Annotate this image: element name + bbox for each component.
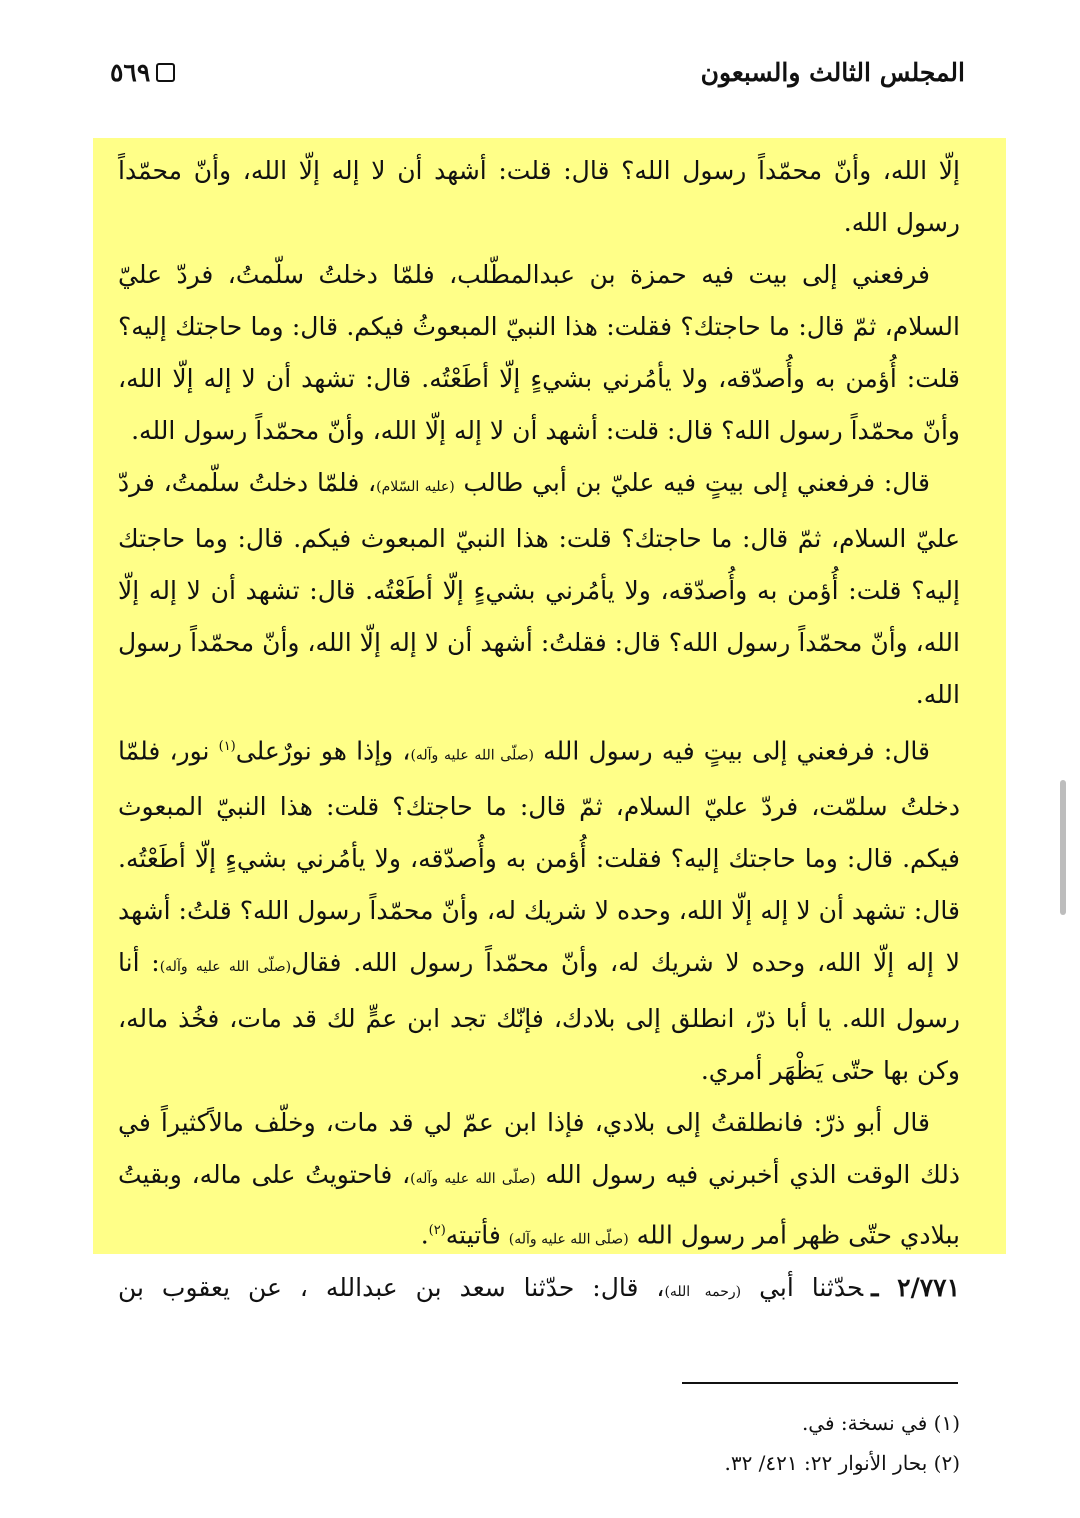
- footnotes: [400, 1403, 960, 1483]
- text-run: قال: فرفعني إلى بيتٍ فيه عليّ بن أبي طالب: [463, 468, 930, 497]
- text-run: نور، فلمّا دخلتُ سلمّت، فردّ عليّ السلام، ثمّ قال: ما حاجتك؟ قلت: هذا النبيّ المبعوث فيكم. قال: وما حاجتك إليه؟ فقلت: أُؤمن به وأُصدّقه، ولا يأمُرني بشيءٍ إلّا أطَعْتُه. قال: تشهد أن لا إله إلّا الله، وحده لا شريك له، وأنّ محمّداً رسول الله؟ قلتُ: أشهد لا إله إلّا الله، وحده لا شريك له، وأنّ محمّداً رسول الله. فقال: [118, 736, 961, 978]
- honorific: (صلّى الله عليه وآله): [159, 959, 292, 976]
- text-run: قال: فرفعني إلى بيتٍ فيه رسول الله: [543, 736, 930, 766]
- body-text: [118, 145, 960, 1266]
- footnote: (٢) بحار الأنوار ٢٢: ٤٢١/ ٣٢.: [724, 1451, 960, 1475]
- text-run: قال أبو ذرّ: فانطلقتُ إلى بلادي، فإذا ابن عمّ لي قد مات، وخلّف مالاًكثيراً في ذلك الوقت الذي أخبرني فيه رسول الله: [118, 1108, 960, 1190]
- text-run: ، وإذا هو نورٌعلى: [235, 736, 411, 766]
- footnote-ref: (٢): [428, 1223, 446, 1239]
- paragraph: [118, 1097, 960, 1265]
- entry-number: ٢/٧٧١ ـ: [871, 1273, 961, 1302]
- honorific: (صلّى الله عليه وآله): [410, 1171, 536, 1188]
- footnote: (١) في نسخة: في.: [801, 1411, 960, 1435]
- paragraph: [118, 721, 960, 1097]
- square-icon: [156, 63, 175, 82]
- page-number: [110, 58, 175, 87]
- text-run: ، فاحتويتُ على ماله، وبقيتُ ببلادي حتّى ظهر أمر رسول الله: [118, 1160, 960, 1250]
- page-number-text: ٥٦٩: [110, 57, 151, 87]
- text-run: : أنا رسول الله. يا أبا ذرّ، انطلق إلى بلادك، فإنّك تجد ابن عمٍّ لك قد مات، فخُذ ماله، وكن بها حتّى يَظْهَر أمري.: [118, 948, 960, 1086]
- page-header: [110, 52, 965, 92]
- footnote-ref: (١): [218, 739, 236, 754]
- chapter-title: المجلس الثالث والسبعون: [700, 57, 965, 87]
- honorific: (رحمه الله): [664, 1284, 742, 1300]
- text-run: ، قال: حدّثنا سعد بن عبدالله ، عن يعقوب بن: [118, 1273, 665, 1302]
- text-run: حدّثنا أبي: [759, 1273, 864, 1302]
- honorific: (صلّى الله عليه وآله): [410, 747, 534, 764]
- footnote-divider: [682, 1382, 958, 1384]
- honorific: (عليه السّلام): [376, 479, 455, 495]
- text-run: فأتيته: [445, 1220, 509, 1250]
- text-run: .: [420, 1220, 429, 1250]
- paragraph: فرفعني إلى بيت فيه حمزة بن عبدالمطّلب، فلمّا دخلتُ سلّمتُ، فردّ عليّ السلام، ثمّ قال: ما حاجتك؟ فقلت: هذا النبيّ المبعوثُ فيكم. قال: وما حاجتك إليه؟ قلت: أُؤمن به وأُصدّقه، ولا يأمُرني بشيءٍ إلّا أطَعْتُه. قال: تشهد أن لا إله إلّا الله، وأنّ محمّداً رسول الله؟ قال: قلت: أشهد أن لا إله إلّا الله، وأنّ محمّداً رسول الله.: [118, 260, 960, 445]
- honorific: (صلّى الله عليه وآله): [508, 1231, 629, 1248]
- paragraph: إلّا الله، وأنّ محمّداً رسول الله؟ قال: قلت: أشهد أن لا إله إلّا الله، وأنّ محمّداً رسول الله.: [118, 156, 960, 237]
- scrollbar[interactable]: [1060, 780, 1066, 915]
- paragraph: [118, 457, 960, 721]
- text-run: ، فلمّا دخلتُ سلّمتُ، فردّ عليّ السلام، ثمّ قال: ما حاجتك؟ قلت: هذا النبيّ المبعوث فيكم. قال: وما حاجتك إليه؟ قلت: أُؤمن به وأُصدّقه، ولا يأمُرني بشيءٍ إلّا أطَعْتُه. قال: تشهد أن لا إله إلّا الله، وأنّ محمّداً رسول الله؟ قال: فقلتُ: أشهد أن لا إله إلّا الله، وأنّ محمّداً رسول الله.: [118, 468, 960, 709]
- next-entry: [118, 1262, 960, 1318]
